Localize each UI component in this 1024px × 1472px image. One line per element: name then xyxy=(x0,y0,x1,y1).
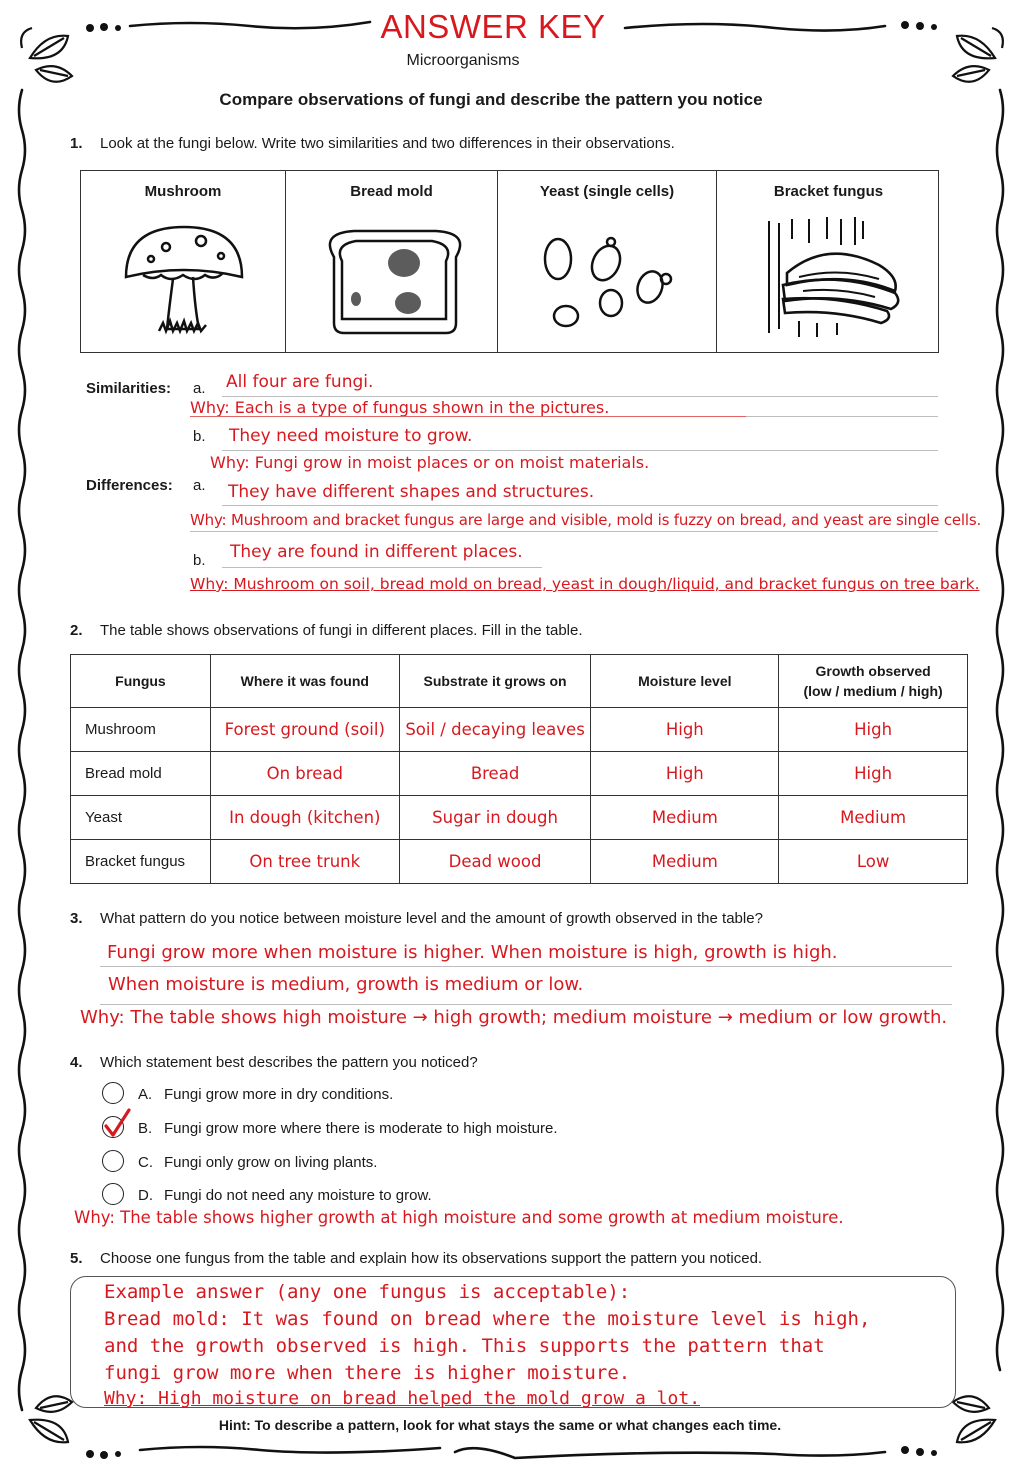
table-row xyxy=(71,796,968,840)
q3-answer-line: When moisture is medium, growth is medium or low. xyxy=(108,974,584,995)
question-number: 3. xyxy=(70,910,83,927)
option-a-text: Fungi grow more in dry conditions. xyxy=(164,1086,394,1103)
question-text: What pattern do you notice between moisture level and the amount of growth observed in the table? xyxy=(100,910,763,927)
checkmark-icon xyxy=(98,1108,132,1140)
table-row xyxy=(71,708,968,752)
bread-mold-icon xyxy=(286,211,498,351)
q5-answer-line: fungi grow more when there is higher moisture. xyxy=(104,1362,631,1384)
table-cell: High xyxy=(779,752,968,796)
option-c-radio[interactable] xyxy=(102,1150,124,1172)
question-text: Choose one fungus from the table and explain how its observations support the pattern you noticed. xyxy=(100,1250,763,1267)
table-cell: High xyxy=(591,752,779,796)
similarity-a-answer: All four are fungi. xyxy=(226,372,374,392)
column-header: Substrate it grows on xyxy=(399,655,591,708)
q5-answer-line: and the growth observed is high. This supports the pattern that xyxy=(104,1335,825,1357)
table-cell: High xyxy=(779,708,968,752)
column-header: Moisture level xyxy=(591,655,779,708)
table-cell: In dough (kitchen) xyxy=(210,796,399,840)
table-cell: Bread xyxy=(399,752,591,796)
q5-why: Why: High moisture on bread helped the mold grow a lot. xyxy=(104,1388,701,1409)
option-a-letter: A. xyxy=(138,1086,153,1103)
question-text: The table shows observations of fungi in different places. Fill in the table. xyxy=(100,622,583,639)
table-row xyxy=(71,840,968,884)
similarities-label: Similarities: xyxy=(86,380,172,397)
bracket-fungus-icon xyxy=(717,211,940,351)
fungi-label: Bread mold xyxy=(350,183,433,200)
table-cell: Medium xyxy=(779,796,968,840)
similarity-a-why: Why: Each is a type of fungus shown in the pictures. xyxy=(190,398,610,417)
table-cell: On tree trunk xyxy=(210,840,399,884)
difference-a-answer: They have different shapes and structures. xyxy=(228,482,595,502)
difference-a-why: Why: Mushroom and bracket fungus are large and visible, mold is fuzzy on bread, and yeast are single cells. xyxy=(190,511,982,529)
table-cell: On bread xyxy=(210,752,399,796)
option-d-text: Fungi do not need any moisture to grow. xyxy=(164,1187,432,1204)
q5-answer-line: Example answer (any one fungus is acceptable): xyxy=(104,1281,631,1303)
question-text: Which statement best describes the pattern you noticed? xyxy=(100,1054,478,1071)
marker-b: b. xyxy=(193,552,206,569)
fungi-cell-bread-mold xyxy=(286,171,498,352)
column-header: Growth observed (low / medium / high) xyxy=(779,655,968,708)
observations-table xyxy=(70,654,968,884)
question-text: Look at the fungi below. Write two similarities and two differences in their observations. xyxy=(100,135,675,152)
q4-why: Why: The table shows higher growth at high moisture and some growth at medium moisture. xyxy=(74,1208,844,1227)
fungi-label: Bracket fungus xyxy=(773,183,884,200)
fungi-picture-table xyxy=(80,170,939,353)
table-header-row xyxy=(71,655,968,708)
option-b-text: Fungi grow more where there is moderate to high moisture. xyxy=(164,1120,558,1137)
marker-a: a. xyxy=(193,380,206,397)
table-cell: Bracket fungus xyxy=(71,840,211,884)
table-cell: Medium xyxy=(591,840,779,884)
table-cell: Low xyxy=(779,840,968,884)
question-number: 4. xyxy=(70,1054,83,1071)
question-number: 2. xyxy=(70,622,83,639)
option-b-letter: B. xyxy=(138,1120,153,1137)
q5-answer-line: Bread mold: It was found on bread where the moisture level is high, xyxy=(104,1308,871,1330)
worksheet-heading: Compare observations of fungi and describe the pattern you notice xyxy=(219,90,763,109)
fungi-cell-bracket-fungus xyxy=(717,171,940,352)
differences-label: Differences: xyxy=(86,477,173,494)
table-cell: Bread mold xyxy=(71,752,211,796)
option-c-text: Fungi only grow on living plants. xyxy=(164,1154,378,1171)
question-number: 1. xyxy=(70,135,83,152)
page-title: ANSWER KEY xyxy=(380,8,606,45)
similarity-b-answer: They need moisture to grow. xyxy=(229,426,473,446)
similarity-b-why: Why: Fungi grow in moist places or on moist materials. xyxy=(210,453,650,472)
yeast-cells-icon xyxy=(498,211,717,351)
option-c-letter: C. xyxy=(138,1154,153,1171)
table-row xyxy=(71,752,968,796)
q3-why: Why: The table shows high moisture → high growth; medium moisture → medium or low growth. xyxy=(80,1007,948,1028)
marker-b: b. xyxy=(193,428,206,445)
fungi-label: Mushroom xyxy=(144,183,222,200)
difference-b-answer: They are found in different places. xyxy=(230,542,523,562)
option-a-radio[interactable] xyxy=(102,1082,124,1104)
fungi-cell-mushroom xyxy=(81,171,286,352)
table-cell: Dead wood xyxy=(399,840,591,884)
table-cell: Mushroom xyxy=(71,708,211,752)
mushroom-icon xyxy=(81,211,286,351)
table-cell: High xyxy=(591,708,779,752)
column-header: Fungus xyxy=(71,655,211,708)
option-d-radio[interactable] xyxy=(102,1183,124,1205)
marker-a: a. xyxy=(193,477,206,494)
option-d-letter: D. xyxy=(138,1187,153,1204)
fungi-label: Yeast (single cells) xyxy=(539,183,675,200)
hint-text: Hint: To describe a pattern, look for what stays the same or what changes each time. xyxy=(218,1417,782,1433)
difference-b-why: Why: Mushroom on soil, bread mold on bread, yeast in dough/liquid, and bracket fungus on tree bark. xyxy=(190,575,980,593)
fungi-cell-yeast xyxy=(498,171,717,352)
table-cell: Sugar in dough xyxy=(399,796,591,840)
table-cell: Forest ground (soil) xyxy=(210,708,399,752)
table-cell: Soil / decaying leaves xyxy=(399,708,591,752)
column-header: Where it was found xyxy=(210,655,399,708)
q3-answer-line: Fungi grow more when moisture is higher. When moisture is high, growth is high. xyxy=(107,942,838,963)
table-cell: Medium xyxy=(591,796,779,840)
page-subtitle: Microorganisms xyxy=(406,52,520,69)
table-cell: Yeast xyxy=(71,796,211,840)
question-number: 5. xyxy=(70,1250,83,1267)
